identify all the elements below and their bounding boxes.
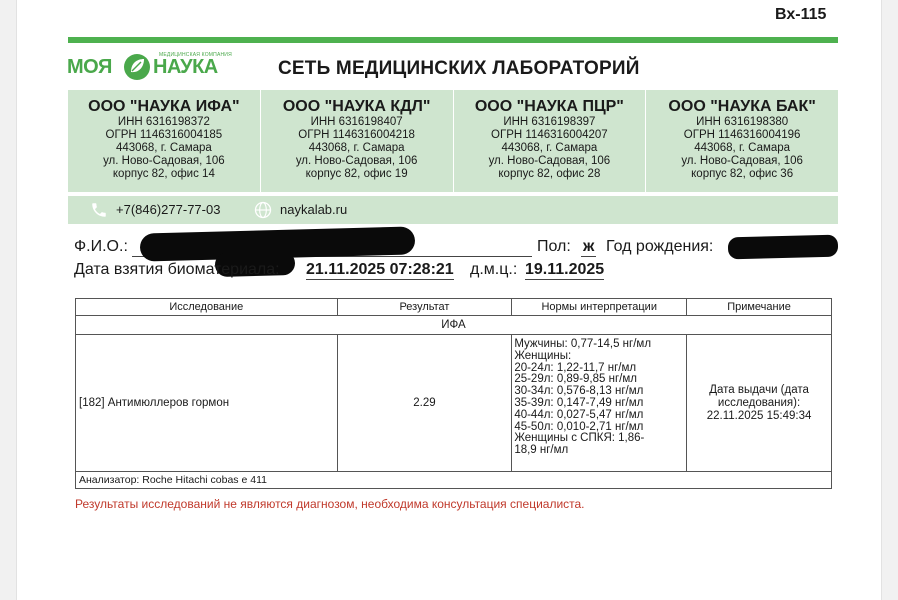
norm-line: 25-29л: 0,89-9,85 нг/мл bbox=[514, 373, 637, 386]
norm-line: 40-44л: 0,027-5,47 нг/мл bbox=[514, 408, 644, 421]
phone-icon bbox=[90, 201, 108, 219]
org-street: ул. Ново-Садовая, 106 bbox=[103, 155, 225, 167]
cycle-day-value: 19.11.2025 bbox=[525, 261, 605, 278]
organizations-panel bbox=[68, 90, 838, 192]
org-card-ifa bbox=[68, 90, 261, 192]
org-office: корпус 82, офис 36 bbox=[691, 168, 794, 180]
norm-line: Женщины: bbox=[514, 349, 572, 362]
analyzer-info: Анализатор: Roche Hitachi cobas e 411 bbox=[76, 472, 832, 489]
network-title: СЕТЬ МЕДИЦИНСКИХ ЛАБОРАТОРИЙ bbox=[278, 58, 640, 79]
test-name: [182] Антимюллеров гормон bbox=[76, 335, 338, 472]
column-header-norms: Нормы интерпретации bbox=[512, 299, 687, 316]
org-ogrn: ОГРН 1146316004218 bbox=[298, 129, 415, 141]
sample-date-value: 21.11.2025 07:28:21 bbox=[306, 261, 454, 278]
org-ogrn: ОГРН 1146316004207 bbox=[491, 129, 608, 141]
note-line: исследования): bbox=[717, 396, 801, 409]
org-city: 443068, г. Самара bbox=[308, 142, 405, 154]
reference-norms bbox=[512, 335, 687, 472]
table-row bbox=[76, 335, 832, 472]
org-ogrn: ОГРН 1146316004196 bbox=[683, 129, 801, 141]
org-inn: ИНН 6316198397 bbox=[503, 116, 596, 128]
norm-line: Мужчины: 0,77-14,5 нг/мл bbox=[514, 338, 652, 350]
leaf-logo-icon bbox=[122, 52, 152, 82]
globe-icon bbox=[253, 200, 273, 220]
norm-line: Женщины с СПКЯ: 1,86- bbox=[514, 432, 645, 445]
sample-date-label: Дата взятия биоматериала: bbox=[74, 261, 280, 278]
norm-line: 20-24л: 1,22-11,7 нг/мл bbox=[514, 361, 637, 374]
org-city: 443068, г. Самара bbox=[115, 142, 212, 154]
disclaimer-text: Результаты исследований не являются диагнозом, необходима консультация специалиста. bbox=[75, 497, 585, 511]
column-header-test: Исследование bbox=[76, 299, 338, 316]
fio-label: Ф.И.О.: bbox=[74, 238, 128, 255]
org-card-kdl bbox=[261, 90, 454, 192]
org-name: ООО "НАУКА КДЛ" bbox=[282, 98, 431, 115]
result-note bbox=[687, 335, 832, 472]
org-name: ООО "НАУКА ПЦР" bbox=[474, 98, 624, 115]
test-result: 2.29 bbox=[337, 335, 512, 472]
redaction-mark-birth-year bbox=[728, 235, 839, 260]
norm-line: 18,9 нг/мл bbox=[514, 444, 569, 457]
section-title: ИФА bbox=[76, 316, 832, 335]
org-inn: ИНН 6316198407 bbox=[310, 116, 403, 128]
org-ogrn: ОГРН 1146316004185 bbox=[105, 129, 223, 141]
org-card-pcr bbox=[454, 90, 647, 192]
note-line: 22.11.2025 15:49:34 bbox=[706, 409, 812, 422]
brand-top-bar bbox=[68, 37, 838, 43]
org-card-bak bbox=[646, 90, 838, 192]
birth-year-label: Год рождения: bbox=[606, 238, 714, 255]
page-edge-left bbox=[0, 0, 17, 600]
logo-word-1: МОЯ bbox=[67, 56, 112, 78]
table-section-row bbox=[76, 316, 832, 335]
page-edge-right bbox=[881, 0, 898, 600]
results-table bbox=[75, 298, 832, 489]
sex-value: ж bbox=[583, 238, 595, 255]
note-line: Дата выдачи (дата bbox=[709, 383, 809, 396]
org-street: ул. Ново-Садовая, 106 bbox=[681, 155, 803, 167]
logo-word-2: НАУКА bbox=[153, 56, 218, 78]
contacts-bar bbox=[68, 196, 838, 224]
table-header-row bbox=[76, 299, 832, 316]
org-office: корпус 82, офис 28 bbox=[498, 168, 601, 180]
column-header-result: Результат bbox=[337, 299, 512, 316]
org-city: 443068, г. Самара bbox=[501, 142, 598, 154]
org-name: ООО "НАУКА БАК" bbox=[668, 98, 816, 115]
org-inn: ИНН 6316198380 bbox=[696, 116, 789, 128]
norm-line: 45-50л: 0,010-2,71 нг/мл bbox=[514, 420, 644, 433]
cycle-day-label: д.м.ц.: bbox=[470, 261, 518, 278]
org-name: ООО "НАУКА ИФА" bbox=[88, 98, 240, 115]
org-street: ул. Ново-Садовая, 106 bbox=[295, 155, 418, 167]
company-logo bbox=[67, 52, 237, 84]
contact-phone: +7(846)277-77-03 bbox=[116, 202, 221, 217]
org-office: корпус 82, офис 14 bbox=[112, 168, 215, 180]
column-header-note: Примечание bbox=[687, 299, 832, 316]
contact-website: naykalab.ru bbox=[280, 202, 348, 217]
org-inn: ИНН 6316198372 bbox=[117, 116, 210, 128]
norm-line: 30-34л: 0,576-8,13 нг/мл bbox=[514, 385, 644, 398]
org-city: 443068, г. Самара bbox=[694, 142, 791, 154]
analyzer-row bbox=[76, 472, 832, 489]
org-street: ул. Ново-Садовая, 106 bbox=[488, 155, 611, 167]
logo-tagline: МЕДИЦИНСКАЯ КОМПАНИЯ bbox=[159, 52, 232, 58]
org-office: корпус 82, офис 19 bbox=[305, 168, 408, 180]
sex-label: Пол: bbox=[537, 238, 571, 255]
form-code: Вх-115 bbox=[775, 6, 827, 23]
norm-line: 35-39л: 0,147-7,49 нг/мл bbox=[514, 396, 644, 409]
